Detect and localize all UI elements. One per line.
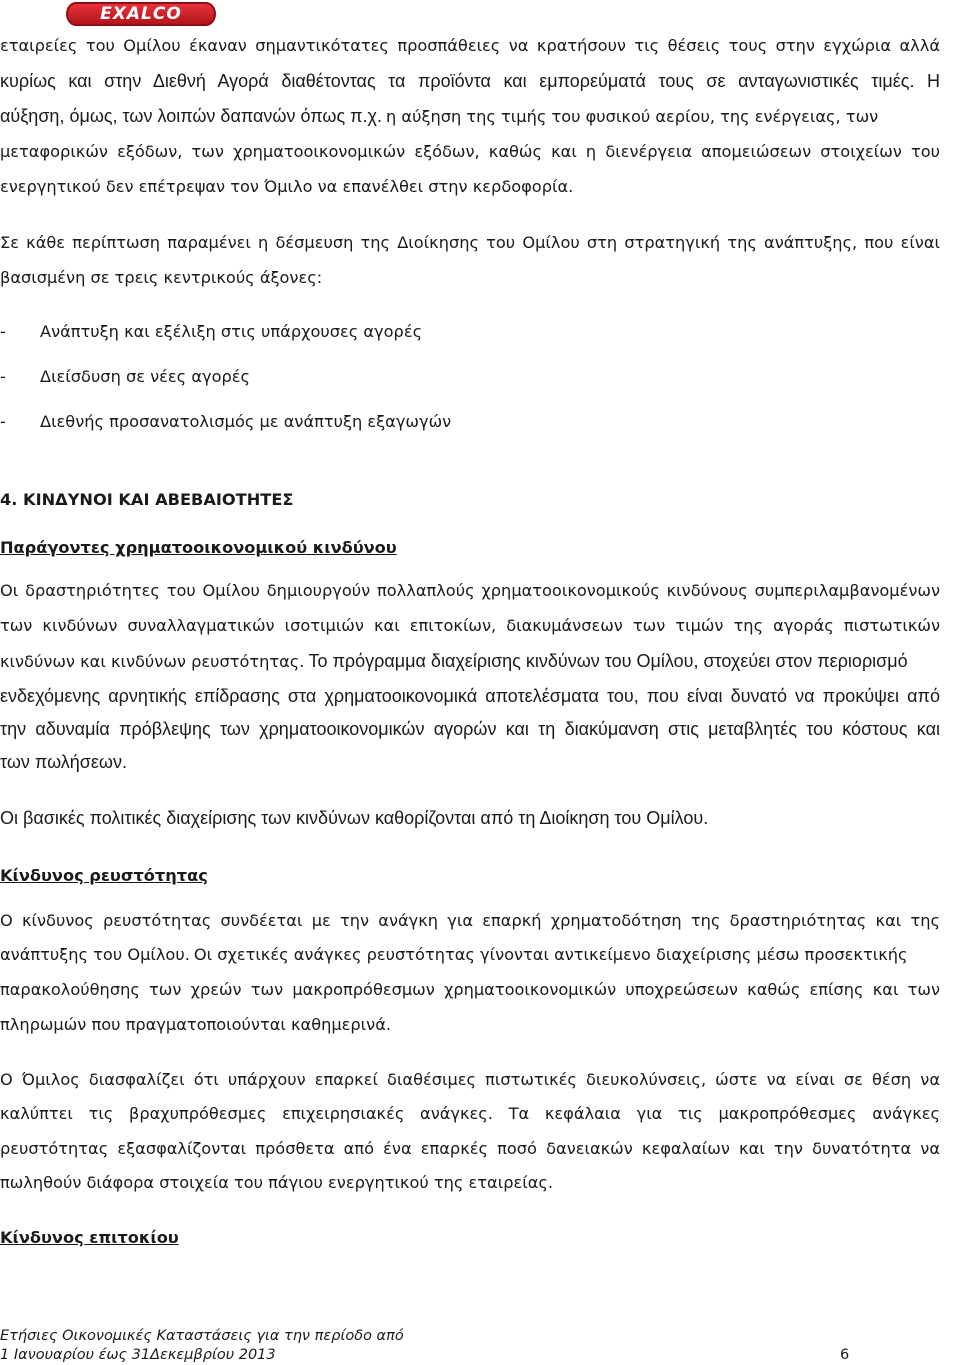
risk-para-line-4: ενδεχόμενης αρνητικής επίδρασης στα χρηματοοικονομικά αποτελέσματα του, που είναι δυνατό να προκύψει από [0, 686, 940, 706]
bullet-text: Ανάπτυξη και εξέλιξη στις υπάρχουσες αγορές [40, 322, 423, 341]
liquidity-para1-line-2-a: ανάπτυξης του Ομίλου. [0, 945, 190, 964]
liquidity-para2-line-4: πωληθούν διάφορα στοιχεία του πάγιου ενεργητικού της εταιρείας. [0, 1173, 554, 1192]
bullet-text: Διεθνής προσανατολισμός με ανάπτυξη εξαγωγών [40, 412, 452, 431]
risk-para-line-3-a: κινδύνων και κινδύνων ρευστότητας. [0, 652, 305, 671]
risk-para-line-6: των πωλήσεων. [0, 752, 127, 772]
risk-para-line-2: των κινδύνων συναλλαγματικών ισοτιμιών και επιτοκίων, διακυμάνσεων των τιμών της αγοράς πιστωτικών [0, 616, 940, 635]
risk-para-line-1: Οι δραστηριότητες του Ομίλου δημιουργούν πολλαπλούς χρηματοοικονομικούς κινδύνους συμπεριλαμβανομένων [0, 581, 940, 600]
liquidity-para1-line-2-b: Οι σχετικές ανάγκες ρευστότητας γίνονται αντικείμενο διαχείρισης μέσω προσεκτικής [193, 945, 908, 964]
strategy-bullet [0, 367, 250, 386]
para2-line-1: Σε κάθε περίπτωση παραμένει η δέσμευση της Διοίκησης του Ομίλου στη στρατηγική της ανάπτυξης, που είναι [0, 233, 940, 252]
liquidity-para2-line-1: Ο Όμιλος διασφαλίζει ότι υπάρχουν επαρκεί διαθέσιμες πιστωτικές διευκολύνσεις, ώστε να είναι σε θέση να [0, 1070, 940, 1089]
strategy-bullet [0, 412, 451, 431]
liquidity-para2-line-2: καλύπτει τις βραχυπρόθεσμες επιχειρησιακές ανάγκες. Τα κεφάλαια για τις μακροπρόθεσμες ανάγκες [0, 1104, 940, 1123]
logo-text: EXALCO [100, 3, 182, 24]
risk-para-line-3 [0, 651, 940, 672]
para1-line-2: κυρίως και στην Διεθνή Αγορά διαθέτοντας τα προϊόντα και εμπορεύματά τους σε ανταγωνιστικές τιμές. Η [0, 71, 940, 91]
para1-line-1: εταιρείες του Ομίλου έκαναν σημαντικότατες προσπάθειες να κρατήσουν τις θέσεις τους στην εγχώρια αλλά [0, 36, 940, 55]
page-number: 6 [840, 1347, 850, 1363]
bullet-dash: - [0, 412, 6, 431]
bullet-dash: - [0, 367, 6, 386]
liquidity-para1-line-4: πληρωμών που πραγματοποιούνται καθημερινά. [0, 1015, 392, 1034]
liquidity-para1-line-1: Ο κίνδυνος ρευστότητας συνδέεται με την ανάγκη για επαρκή χρηματοδότηση της δραστηριότητας και της [0, 911, 940, 930]
risk-para-line-5: την αδυναμία πρόβλεψης των χρηματοοικονομικών αγορών και τη διακύμανση στις μεταβλητές του κόστους και [0, 719, 940, 739]
exalco-logo [66, 2, 216, 26]
footer-line-1: Ετήσιες Οικονομικές Καταστάσεις για την περίοδο από [0, 1328, 404, 1344]
para1-line-3 [0, 106, 940, 127]
bullet-dash: - [0, 322, 6, 341]
para1-line-3-a: αύξηση, όμως, των λοιπών δαπανών όπως π.χ. [0, 106, 382, 126]
liquidity-para1-line-3: παρακολούθησης των χρεών των μακροπρόθεσμων χρηματοοικονομικών υποχρεώσεων καθώς επίσης και των [0, 980, 940, 999]
footer-line-2: 1 Ιανουαρίου έως 31Δεκεμβρίου 2013 [0, 1347, 276, 1363]
liquidity-para1-line-2 [0, 945, 940, 965]
liquidity-heading: Κίνδυνος ρευστότητας [0, 866, 208, 885]
bullet-text: Διείσδυση σε νέες αγορές [40, 367, 250, 386]
para1-line-5: ενεργητικού δεν επέτρεψαν τον Όμιλο να επανέλθει στην κερδοφορία. [0, 177, 574, 196]
para2-line-2: βασισμένη σε τρεις κεντρικούς άξονες: [0, 268, 323, 287]
strategy-bullet [0, 322, 422, 341]
section-title: 4. ΚΙΝΔΥΝΟΙ ΚΑΙ ΑΒΕΒΑΙΟΤΗΤΕΣ [0, 490, 294, 509]
risk-para-line-3-b: Το πρόγραμμα διαχείρισης κινδύνων του Ομίλου, στοχεύει στον περιορισμό [308, 651, 908, 671]
policy-line: Οι βασικές πολιτικές διαχείρισης των κινδύνων καθορίζονται από τη Διοίκηση του Ομίλου. [0, 808, 709, 828]
footer-divider [0, 1322, 958, 1323]
section-subtitle: Παράγοντες χρηματοοικονομικού κινδύνου [0, 538, 397, 557]
para1-line-4: μεταφορικών εξόδων, των χρηματοοικονομικών εξόδων, καθώς και η διενέργεια απομειώσεων στοιχείων του [0, 142, 940, 161]
interest-heading: Κίνδυνος επιτοκίου [0, 1228, 179, 1247]
para1-line-3-b: η αύξηση της τιμής του φυσικού αερίου, της ενέργειας, των [386, 107, 879, 126]
liquidity-para2-line-3: ρευστότητας εξασφαλίζονται πρόσθετα από ένα επαρκές ποσό δανειακών κεφαλαίων και την δυνατότητα να [0, 1139, 940, 1158]
